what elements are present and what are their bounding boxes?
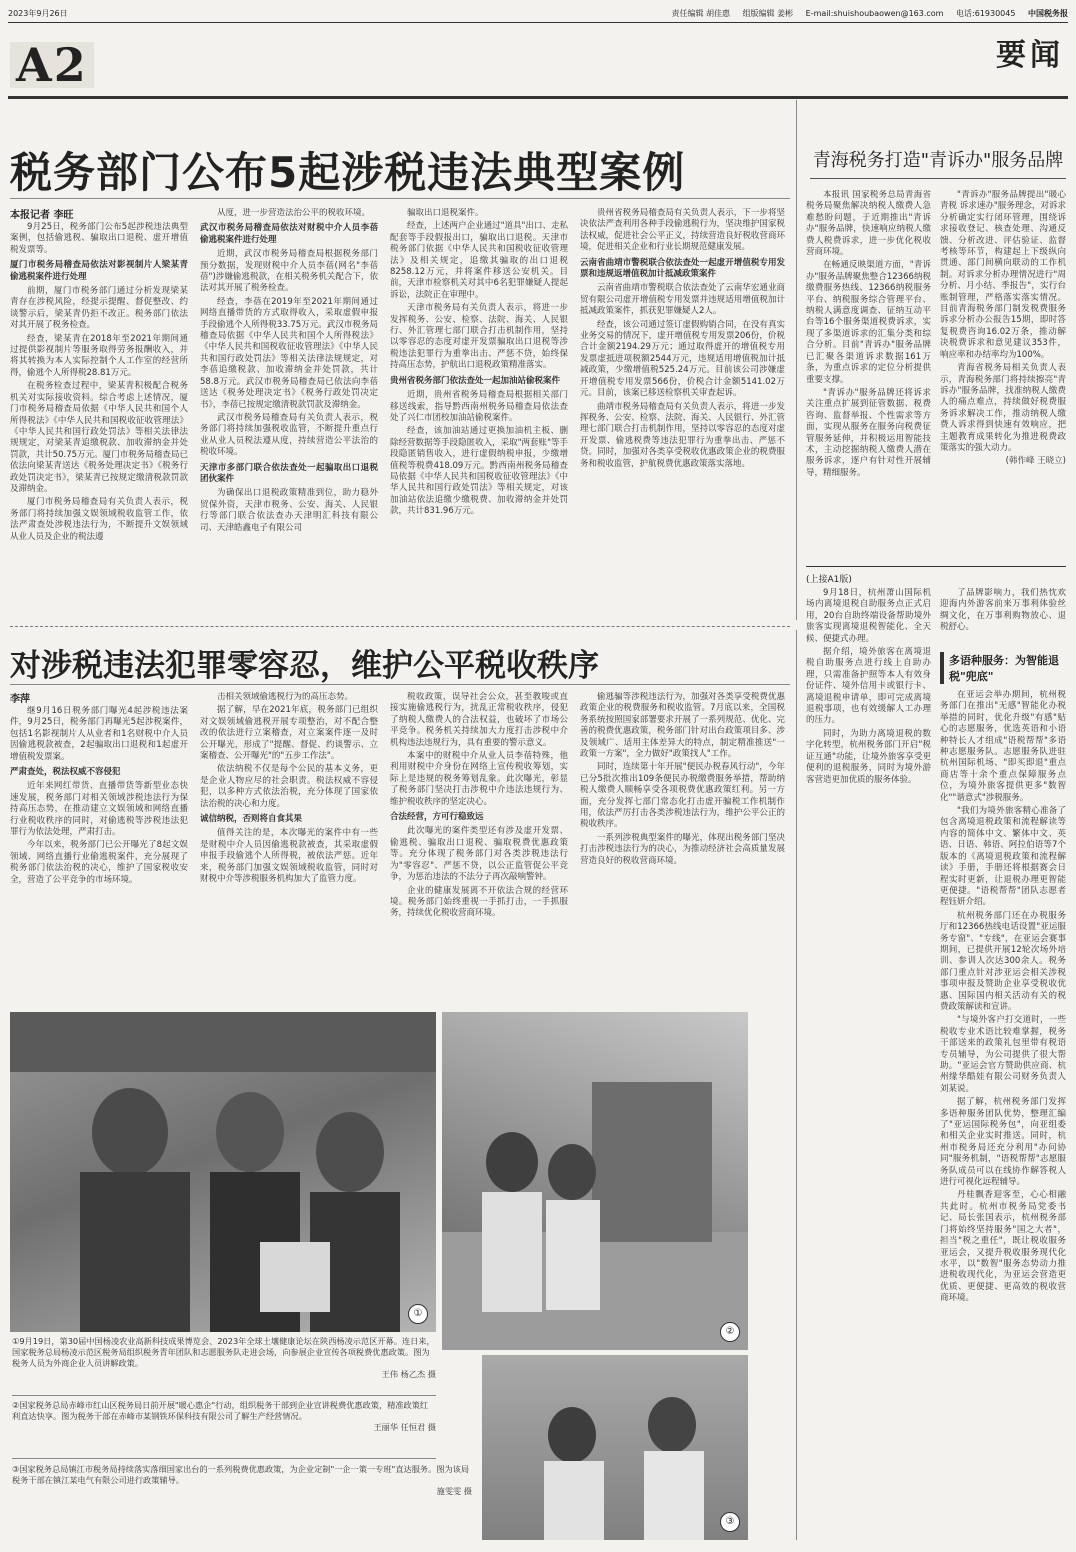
- caption-text: 9月19日，第30届中国杨凌农业高新科技成果博览会、2023年全球土壤健康论坛在陕西杨凌示范区开幕。连日来，国家税务总局杨凌示范区税务局组织税务青年团队和志愿服务队走进会场，向参展企业宣传各项税费优惠政策。图为税务人员为外商企业人员讲解政策。: [12, 1336, 435, 1368]
- column-rule: [796, 100, 797, 620]
- subhead: 贵州省税务部门依法查处一起加油站偷税案件: [390, 375, 561, 386]
- paragraph: (韩作峰 王晓立): [1005, 456, 1066, 467]
- paragraph: "青诉办"服务品牌提出"暖心青税 诉求速办"服务理念，对诉求分析确定实行闭环管理，围绕诉求接收登记、核查处理、沟通反馈、分析改进、评估验证、监督考核等环节，构建起上下级纵向贯通、部门间横向联动的工作机制。对诉求分析办理情况进行"周分析、月小结、季报告"，实行台账制管理，严格落实落实情况。目前青海税务部门制发税费服务诉求分析办公报告15期，即时答复税费咨询16.02万条，推动解决税费诉求和意见建议353件，响应率和办结率均为100%。: [940, 190, 1066, 360]
- sidebar-column1: [806, 190, 931, 560]
- caption-1: [12, 1336, 436, 1380]
- paragraph: 在税务检查过程中，梁某青积极配合税务机关对实际接收资料。综合考虑上述情况，厦门市税务局稽查局依据《中华人民共和国个人所得税法》《中华人民共和国税收征收管理法》《中华人民共和国行政处罚法》等相关法律法规规定，对梁某青追缴税款、加收滞纳金并处罚款，共计50.75万元。厦门市税务局稽查局已依法向梁某青送达《税务处理决定书》《税务行政处罚决定书》，梁某青已按规定缴清税款罚款及滞纳金。: [10, 381, 188, 494]
- divider: [10, 684, 790, 685]
- caption-3: [12, 1464, 472, 1497]
- subhead: 诚信纳税，否则将自食其果: [200, 814, 303, 825]
- paragraph: 前期，厦门市税务部门通过分析发现梁某青存在涉税风险，经提示提醒、督促整改、约谈警示后，梁某青仍拒不改正。税务部门依法对其开展了税务检查。: [10, 286, 188, 331]
- dashed-divider: [10, 626, 790, 627]
- continued-column1: [806, 588, 931, 1538]
- column-rule: [796, 630, 797, 1540]
- subhead: 云南省曲靖市警税联合依法查处一起虚开增值税专用发票和违规返增值税加计抵减政策案件: [580, 257, 785, 280]
- paragraph: 经查，李蓓在2019年至2021年期间通过网络直播带货的方式取得收入，采取虚假申报手段偷逃个人所得税33.75万元。武汉市税务局稽查局依据《中华人民共和国个人所得税法》《中华人民共和国税收征收管理法》《中华人民共和国行政处罚法》等相关法律法规规定，对李蓓追缴税款、加收滞纳金并处罚款，共计58.8万元。武汉市税务局稽查局已依法向李蓓送达《税务处理决定书》《税务行政处罚决定书》，李蓓已按规定缴清税款罚款及滞纳金。: [200, 296, 378, 410]
- article1-column1: [10, 222, 188, 617]
- caption-2: [12, 1400, 436, 1433]
- continued-column2: [940, 690, 1066, 1540]
- paragraph: 企业的健康发展离不开依法合规的经营环境。税务部门始终重视一手抓打击，一手抓服务，持续优化税收营商环境。: [390, 885, 568, 919]
- photo-scene: [10, 1012, 436, 1332]
- paragraph: 从度，进一步营造法治公平的税收环境。: [217, 208, 371, 218]
- paragraph: 经查，该加油站通过更换加油机主板、删除经营数据等手段隐匿收入，采取"两套账"等手段隐匿销售收入，进行虚假纳税申报，少缴增值税等税费418.09万元。黔西南州税务局稽查局依据《中华人民共和国税收征收管理法》《中华人民共和国行政处罚法》等相关规定，对该加油站依法追缴少缴税费、加收滞纳金并处罚款，共计831.96万元。: [390, 426, 568, 517]
- paragraph: 武汉市税务局稽查局有关负责人表示，税务部门将持续加强税收监管，不断提升重点行业从业人员税法遵从度，持续营造公平法治的税收环境。: [200, 412, 378, 458]
- divider: [12, 1458, 436, 1459]
- photo-scene: [482, 1355, 748, 1540]
- paragraph: "我们为境外旅客精心准备了包含离境退税政策和流程解读等内容的简体中文、繁体中文、英语、日语、韩语、阿拉伯语等7个版本的《离境退税政策和流程解读》手册，手册还将根据赛会日程实时更新，让退税办理更智能更便捷。"语税帮帮"团队志愿者程钰妍介绍。: [940, 806, 1066, 908]
- continued-label: (上接A1版): [806, 575, 852, 585]
- paragraph: 云南省曲靖市警税联合依法查处了云南华宏通业商贸有限公司虚开增值税专用发票并违规适用增值税加计抵减政策案件，抓获犯罪嫌疑人2人。: [580, 283, 785, 317]
- sidebar-headline: 青海税务打造"青诉办"服务品牌: [810, 146, 1066, 179]
- paragraph: 了品牌影响力，我们热忱欢迎海内外游客前来万事利体验丝绸文化，在万事利购物放心、退税舒心。: [940, 588, 1066, 633]
- subsection-heading: 多语种服务：为智能退税"兜底": [940, 652, 1075, 684]
- photo-credit: 王丽华 任恒君 摄: [373, 1422, 436, 1432]
- paragraph: 此次曝光的案件类型还有涉及虚开发票、偷逃税、骗取出口退税、骗取税费优惠政策等。充分体现了税务部门对各类涉税违法行为"零容忍"、严惩不贷，以公正监管促公平竞争，为惩治违法的不法分子再次敲响警钟。: [390, 826, 568, 883]
- section-title: 要闻: [996, 38, 1064, 73]
- paragraph: 杭州税务部门还在办税服务厅和12366热线电话设置"亚运服务专窗"、"专线"，在亚运会赛事期间，已提供开展12轮次场外培训、参训人次达300余人。税务部门重点针对涉亚运会相关涉税事项申报及赞助企业享受税收优惠、国际国内相关活动有关的税费政策解读和宣讲。: [940, 910, 1066, 1012]
- paragraph: 青海省税务局相关负责人表示，青海税务部门将持续擦亮"青诉办"服务品牌，找准纳税人缴费人的痛点难点，持续做好税费服务诉求解决工作，推动纳税人缴费人诉求得到快速有效响应，把主题教育成果转化为推进税费政策落实的强大动力。: [940, 363, 1066, 453]
- designer: 组版编辑 姜彬: [742, 9, 794, 18]
- email[interactable]: E-mail:shuishoubaowen@163.com: [805, 9, 944, 18]
- paragraph: 经查，梁某青在2018年至2021年期间通过提供影视制片等服务取得劳务报酬收入，并将其转换为本人实际控制个人工作室的经营所得，偷逃个人所得税28.81万元。: [10, 333, 188, 378]
- paragraph: 同时，为助力离境退税的数字化转型，杭州税务部门开启"税证互通"功能，让境外旅客享受更便利的退税服务，同时为境外游客营造更加优质的服务体验。: [806, 728, 931, 785]
- paragraph: 贵州省税务局稽查局有关负责人表示，下一步将坚决依法严查利用各种手段偷逃税行为，坚决维护国家税法权威，促进社会公平正义，持续营造良好税收营商环境，促进相关企业和行业长期规范健康发展。: [580, 208, 785, 253]
- paragraph: 经查，该公司通过签订虚假购销合同，在没有真实业务交易的情况下，虚开增值税专用发票206份，价税合计金额2194.29万元；通过取得虚开的增值税专用发票虚抵进项税额2544万元，违规适用增值税加计抵减政策，少缴增值税525.24万元。目前该公司涉嫌虚开增值税专用发票566份，价税合计金额5141.02万元。目前，该案已移送检察机关审查起诉。: [580, 319, 785, 399]
- paragraph: 本案中的财税中介从业人员李蓓特殊，他利用财税中介身份在网络上宣传税收筹划，实际上是违规的税务筹划乱象。此次曝光，彰显了税务部门坚决打击涉税中介违法违规行为、维护税收秩序的坚定决心。: [390, 751, 568, 807]
- editor: 责任编辑 胡佳惠: [671, 9, 731, 18]
- paragraph: 据了解，早在2021年底，税务部门已组织对文娱领域偷逃税开展专项整治，对不配合整改的依法进行立案稽查，对立案案件逐一及时公开曝光，形成了"提醒、督促、约谈警示、立案稽查、公开曝光"的"五步工作法"。: [200, 705, 378, 762]
- photo-number: ③: [720, 1512, 740, 1532]
- article2-column1: [10, 706, 188, 1006]
- caption-number: ①: [12, 1336, 20, 1346]
- paragraph: 值得关注的是，本次曝光的案件中有一些是财税中介人员因偷逃税款被查，其采取虚假申报手段偷逃个人所得税，被依法严惩。近年来，税务部门加强文娱领域税收监管，同时对财税中介等涉税服务机构加大了监管力度。: [200, 828, 378, 885]
- byline-article1: 本报记者 李旺: [10, 210, 74, 221]
- continued-column2-top: [940, 588, 1066, 648]
- paragraph: 骗取出口退税案件。: [407, 208, 484, 218]
- paragraph: 税收政策，误导社会公众，甚至教唆或直接实施偷逃税行为，扰乱正常税收秩序，侵犯了纳税人缴费人的合法权益，也破坏了市场公平竞争。税务机关持续加大力度打击涉税中介机构违法违规行为，具有重要的警示意义。: [390, 692, 568, 748]
- caption-text: 国家税务总局赤峰市红山区税务局日前开展"暖心惠企"行动，组织税务干部到企业宣讲税费优惠政策，精准政策红利直达快享。图为税务干部在赤峰市某钢铁环保科技有限公司了解生产经营情况。: [12, 1400, 429, 1421]
- paper-name: 中国税务报: [1028, 8, 1068, 18]
- photo-expo-consultation: [10, 1012, 436, 1332]
- paragraph: 天津市税务局有关负责人表示，将进一步发挥税务、公安、检察、法院、海关、人民银行、外汇管理七部门联合打击机制作用，坚持以零容忍的态度对虚开发票骗取出口退税等涉税违法犯罪行为重拳出击、严惩不贷，始终保持高压态势，护航出口退税政策精准落实。: [390, 303, 568, 371]
- subhead: 合法经营，方可行稳致远: [390, 812, 484, 823]
- article2-column3: [390, 692, 568, 1006]
- article2-column2: [200, 692, 378, 1006]
- photo-factory-visit: [442, 1012, 748, 1350]
- subhead: 严肃查处，税法权威不容侵犯: [10, 767, 121, 778]
- photo-scene: [442, 1012, 748, 1350]
- subhead: 厦门市税务局稽查局依法对影视制片人梁某青偷逃税案件进行处理: [10, 260, 188, 282]
- paragraph: 近期，贵州省税务局稽查局根据相关部门移送线索，指导黔西南州税务局稽查局依法查处了兴仁市团校加油站偷税案件。: [390, 390, 568, 423]
- paragraph: 厦门市税务局稽查局有关负责人表示，税务部门将持续加强文娱领域税收监管工作，依法严肃查处涉税违法行为，不断提升文娱领域从业人员及企业的税法遵: [10, 497, 188, 542]
- photo-policy-guidance: [482, 1355, 748, 1540]
- subhead: 武汉市税务局稽查局依法对财税中介人员李蓓偷逃税案件进行处理: [200, 223, 378, 245]
- paragraph: 丹桂飘香迎客至，心心相融共此时。杭州市税务局党委书记、局长张国表示，杭州税务部门将始终坚持服务"国之大者"，担当"税之重任"，既让税收服务亚运会，又提升税收服务现代化水平，以"数智"服务态势动力推进税收现代化，为亚运会营造更优质、更便捷、更高效的税收营商环境。: [940, 1190, 1066, 1304]
- caption-text: 国家税务总局镇江市税务局持续落实落细国家出台的一系列税费优惠政策，为企业定制"一企一策一专班"直达服务。图为该局税务干部在镇江某电气有限公司进行政策辅导。: [12, 1464, 470, 1485]
- paragraph: 今年以来，税务部门已公开曝光了8起文娱领域、网络直播行业偷逃税案件，充分展现了税务部门依法治税的决心，维护了国家税收安全，营造了公平竞争的市场环境。: [10, 840, 188, 885]
- paragraph: 在亚运会举办期间，杭州税务部门在推出"无感"智能化办税举措的同时，优化升级"有感"贴心的志愿服务，优选英语和小语种特长人才组成"语税帮帮"多语种志愿服务队。志愿服务队进驻杭州国际机场、"即买即退"重点商店等十余个重点保障服务点位，为境外旅客提供更多"数智化""谐意式"涉税服务。: [940, 690, 1066, 803]
- paragraph: 偷逃骗等涉税违法行为，加强对各类享受税费优惠政策企业的税费服务和税收监管。7月底以来，全国税务系统按照国家部署要求开展了一系列规范、优化、完善的税费优惠政策，税务部门针对出台政策项目多、涉及领域广、适用主体差异大的特点，制定精准推送"一政策一方案"，全力做好"政策找人"工作。: [580, 692, 785, 760]
- issue-date: 2023年9月26日: [8, 9, 68, 18]
- paragraph: 9月18日，杭州萧山国际机场内离境退税自助服务点正式启用，20台自助终端设备帮助境外旅客实现离境退税智能化、全天候、便捷式办理。: [806, 588, 931, 644]
- paragraph: 经查，上述两户企业通过"道具"出口、走私配套等手段假报出口，骗取出口退税。天津市税务部门依据《中华人民共和国税收征收管理法》及相关规定，追缴其骗取的出口退税8258.12万元，并将案件移送公安机关。目前，天津市检察机关对其中6名犯罪嫌疑人提起诉讼，法院正在审理中。: [390, 221, 568, 300]
- sidebar-column2: [940, 190, 1066, 560]
- paragraph: 一系列涉税典型案件的曝光，体现出税务部门坚决打击涉税违法行为的决心，为推动经济社会高质量发展营造良好的税收营商环境。: [580, 832, 785, 866]
- photo-credit: 施雯雯 摄: [436, 1486, 472, 1496]
- article1-column4: [580, 208, 785, 617]
- section-rule: [8, 96, 1068, 99]
- paragraph: 依法纳税不仅是每个公民的基本义务，更是企业人物应尽的社会职责。税法权威不容侵犯，以多种方式依法治税，充分体现了国家依法治税的决心和力度。: [200, 764, 378, 809]
- paragraph: 同时，连续第十年开展"便民办税春风行动"，今年已分5批次推出109条便民办税缴费服务举措，帮助纳税人缴费人顺畅享受各项税费优惠政策红利。另一方面，充分发挥七部门常态化打击虚开骗税工作机制作用，依法严厉打击各类涉税违法行为，维护公平公正的税收秩序。: [580, 762, 785, 830]
- paragraph: "与境外客户打交道时，一些税收专业术语比较难掌握，税务干部送来的政策礼包里带有税语专员辅导，为公司提供了很大帮助。"亚运会官方赞助供应商、杭州缘华酷娃有限公司财务负责人刘某说。: [940, 1015, 1066, 1094]
- paragraph: 近期，武汉市税务局稽查局根据税务部门预分数据，发现财税中介人员李蓓(网名"李蓓蓓")涉嫌偷逃税款，在相关税务机关配合下，依法对其开展了税务检查。: [200, 249, 378, 294]
- paragraph: 据介绍，境外旅客在离境退税自助服务点进行线上自助办理，只需准备护照等本人有效身份证件、境外信用卡或银行卡、离境退税申请单，即可完成离境退税事项，也有效缓解人工办理的压力。: [806, 647, 931, 726]
- header-rule: [8, 22, 1068, 23]
- paragraph: 在畅通反映渠道方面，"青诉办"服务品牌聚焦整合12366纳税缴费服务热线、12366纳税服务平台、纳税服务综合管理平台、纳税人满意度调查、征纳互动平台等16个服务渠道税费诉求，实现了多渠道诉求的汇集分类和综合分析。目前"青诉办"服务品牌已汇聚各渠道诉求数据161万条，为重点诉求的定位分析提供重要支撑。: [806, 260, 931, 385]
- page-number: A2: [10, 42, 94, 88]
- photo-credit: 王伟 杨乙杰 摄: [381, 1369, 436, 1379]
- paragraph: "青诉办"服务品牌还将诉求关注重点扩展到征管数据、税费咨询、监督举报、个性需求等方面，实现从服务在服务向税费征管服务延伸，并积极运用智能技术，主动挖掘纳税人缴费人潜在服务诉求，逐户有针对性开展辅导，精细服务。: [806, 387, 931, 478]
- photo-number: ②: [720, 1322, 740, 1342]
- divider: [10, 198, 790, 199]
- caption-number: ②: [12, 1400, 20, 1410]
- article2-column4: [580, 692, 785, 1006]
- headline-article2: 对涉税违法犯罪零容忍，维护公平税收秩序: [10, 648, 599, 684]
- headline-article1: 税务部门公布5起涉税违法典型案例: [10, 148, 686, 197]
- paragraph: 曲靖市税务局稽查局有关负责人表示，将进一步发挥税务、公安、检察、法院、海关、人民银行、外汇管理七部门联合打击机制作用，坚持以零容忍的态度对虚开发票、偷逃税费等违法犯罪行为重拳出击、严惩不贷。同时，加强对各类享受税收优惠政策企业的税费服务和税收监管，护航税费优惠政策落实落地。: [580, 401, 785, 469]
- photo-number: ①: [408, 1304, 428, 1324]
- paragraph: 击相关领域偷逃税行为的高压态势。: [217, 692, 354, 702]
- paragraph: 9月25日，税务部门公布5起涉税违法典型案例，包括偷逃税、骗取出口退税、虚开增值税发票等。: [10, 222, 188, 255]
- divider: [12, 1395, 436, 1396]
- phone: 电话:61930045: [956, 9, 1016, 18]
- subhead: 天津市多部门联合依法查处一起骗取出口退税团伙案件: [200, 462, 378, 484]
- masthead-info: [661, 8, 1068, 19]
- byline-article2: 李萍: [10, 694, 30, 705]
- paragraph: 为确保出口退税政策精准到位，助力稳外贸保外资，天津市税务、公安、海关、人民银行等部门联合依法查办天津明汇科技有限公司、天津皓鑫电子有限公司: [200, 488, 378, 533]
- paragraph: 近年来网红带货、直播带货等新型业态快速发展，税务部门对相关领域涉税违法行为保持高压态势，在推动建立文娱领域和网络直播行业税收秩序的同时，对偷逃税等涉税违法犯罪行为依法处理，严肃打击。: [10, 781, 188, 838]
- paragraph: 据了解，杭州税务部门发挥多语种服务团队优势，整理汇编了"亚运国际税务包"，向亚组委和相关企业实时推送。同时，杭州市税务局还充分利用"办问协同"服务机制，"语税帮帮"志愿服务队成员可以在线协作解答税人进行可视化远程辅导。: [940, 1097, 1066, 1188]
- paragraph: 继9月16日税务部门曝光4起涉税违法案件，9月25日，税务部门再曝光5起涉税案件，包括1名影视制片人从业者和1名财税中介人员因偷逃税款被查，2起骗取出口退税和1起虚开增值税发票案。: [10, 706, 188, 762]
- sidebar-rule: [806, 566, 1066, 567]
- paragraph: 本报讯 国家税务总局青海省税务局聚焦解决纳税人缴费人急难愁盼问题，于近期推出"青诉办"服务品牌，快速响应纳税人缴费人税费诉求，进一步优化税收营商环境。: [806, 190, 931, 258]
- article1-column3: [390, 208, 568, 617]
- masthead-bar: [8, 8, 1068, 22]
- caption-number: ③: [12, 1464, 20, 1474]
- article1-column2: [200, 208, 378, 617]
